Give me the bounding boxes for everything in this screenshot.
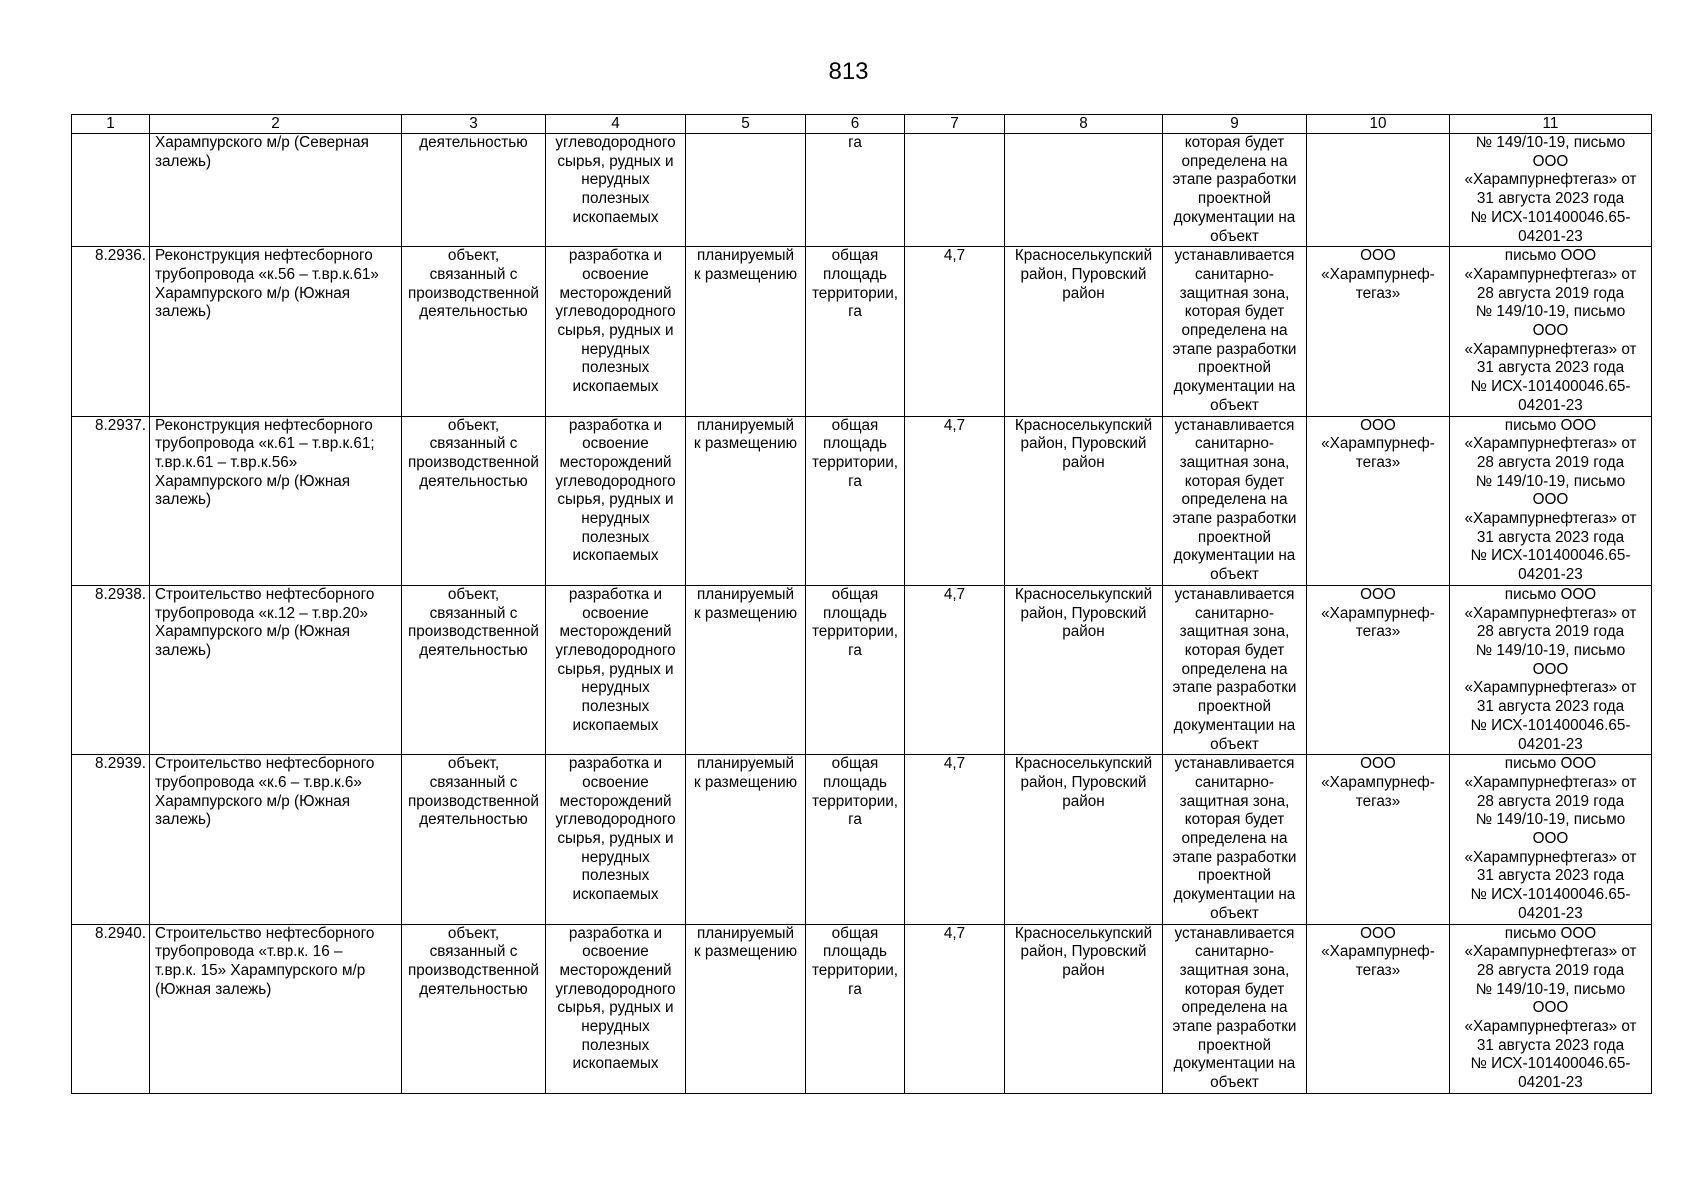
- column-header: 3: [402, 115, 546, 134]
- cell-status: планируемый к размещению: [686, 924, 806, 1093]
- cell-zone: устанавливается санитарно- защитная зона, которая будет определена на этапе разработки проектной документации на объект: [1163, 247, 1307, 416]
- cell-object-type: деятельностью: [402, 134, 546, 247]
- cell-number: 8.2939.: [72, 755, 150, 924]
- cell-object-name: Строительство нефтесборного трубопровода «т.вр.к. 16 – т.вр.к. 15» Харампурского м/р (Южная залежь): [150, 924, 402, 1093]
- cell-status: планируемый к размещению: [686, 755, 806, 924]
- column-header: 6: [806, 115, 905, 134]
- cell-characteristic: общая площадь территории, га: [806, 755, 905, 924]
- cell-purpose: разработка и освоение месторождений углеводородного сырья, рудных и нерудных полезных ископаемых: [546, 247, 686, 416]
- table-row: [72, 585, 1652, 754]
- cell-zone: устанавливается санитарно- защитная зона, которая будет определена на этапе разработки проектной документации на объект: [1163, 416, 1307, 585]
- cell-characteristic: га: [806, 134, 905, 247]
- cell-basis: письмо ООО «Харампурнефтегаз» от 28 августа 2019 года № 149/10-19, письмо ООО «Харампурнефтегаз» от 31 августа 2023 года № ИСХ-101400046.65- 04201-23: [1450, 416, 1652, 585]
- cell-number: 8.2937.: [72, 416, 150, 585]
- cell-object-type: объект, связанный с производственной деятельностью: [402, 585, 546, 754]
- cell-initiator: ООО «Харампурнеф- тегаз»: [1307, 924, 1450, 1093]
- cell-object-type: объект, связанный с производственной деятельностью: [402, 247, 546, 416]
- cell-value: 4,7: [905, 416, 1005, 585]
- column-header: 9: [1163, 115, 1307, 134]
- cell-status: планируемый к размещению: [686, 585, 806, 754]
- cell-location: [1005, 134, 1163, 247]
- cell-status: планируемый к размещению: [686, 247, 806, 416]
- cell-value: 4,7: [905, 924, 1005, 1093]
- table-row: [72, 755, 1652, 924]
- table-row: [72, 924, 1652, 1093]
- cell-basis: № 149/10-19, письмо ООО «Харампурнефтегаз» от 31 августа 2023 года № ИСХ-101400046.65- 04201-23: [1450, 134, 1652, 247]
- cell-number: 8.2940.: [72, 924, 150, 1093]
- cell-object-name: Строительство нефтесборного трубопровода «к.6 – т.вр.к.6» Харампурского м/р (Южная залежь): [150, 755, 402, 924]
- column-header: 10: [1307, 115, 1450, 134]
- cell-zone: устанавливается санитарно- защитная зона, которая будет определена на этапе разработки проектной документации на объект: [1163, 755, 1307, 924]
- cell-basis: письмо ООО «Харампурнефтегаз» от 28 августа 2019 года № 149/10-19, письмо ООО «Харампурнефтегаз» от 31 августа 2023 года № ИСХ-101400046.65- 04201-23: [1450, 924, 1652, 1093]
- cell-purpose: углеводородного сырья, рудных и нерудных полезных ископаемых: [546, 134, 686, 247]
- cell-value: 4,7: [905, 585, 1005, 754]
- column-header: 11: [1450, 115, 1652, 134]
- column-header: 8: [1005, 115, 1163, 134]
- cell-initiator: ООО «Харампурнеф- тегаз»: [1307, 416, 1450, 585]
- cell-purpose: разработка и освоение месторождений углеводородного сырья, рудных и нерудных полезных ископаемых: [546, 755, 686, 924]
- cell-characteristic: общая площадь территории, га: [806, 585, 905, 754]
- cell-zone: которая будет определена на этапе разработки проектной документации на объект: [1163, 134, 1307, 247]
- cell-object-name: Харампурского м/р (Северная залежь): [150, 134, 402, 247]
- header-row: [72, 115, 1652, 134]
- column-header: 2: [150, 115, 402, 134]
- cell-number: 8.2938.: [72, 585, 150, 754]
- column-header: 4: [546, 115, 686, 134]
- cell-object-type: объект, связанный с производственной деятельностью: [402, 416, 546, 585]
- cell-location: Красноселькупский район, Пуровский район: [1005, 416, 1163, 585]
- cell-initiator: [1307, 134, 1450, 247]
- cell-characteristic: общая площадь территории, га: [806, 924, 905, 1093]
- cell-basis: письмо ООО «Харампурнефтегаз» от 28 августа 2019 года № 149/10-19, письмо ООО «Харампурнефтегаз» от 31 августа 2023 года № ИСХ-101400046.65- 04201-23: [1450, 247, 1652, 416]
- registry-table: [71, 114, 1652, 1094]
- cell-object-type: объект, связанный с производственной деятельностью: [402, 924, 546, 1093]
- cell-value: 4,7: [905, 247, 1005, 416]
- cell-status: [686, 134, 806, 247]
- cell-location: Красноселькупский район, Пуровский район: [1005, 924, 1163, 1093]
- column-header: 5: [686, 115, 806, 134]
- cell-number: [72, 134, 150, 247]
- cell-object-name: Реконструкция нефтесборного трубопровода «к.61 – т.вр.к.61; т.вр.к.61 – т.вр.к.56» Харампурского м/р (Южная залежь): [150, 416, 402, 585]
- cell-value: 4,7: [905, 755, 1005, 924]
- cell-characteristic: общая площадь территории, га: [806, 247, 905, 416]
- cell-location: Красноселькупский район, Пуровский район: [1005, 247, 1163, 416]
- cell-initiator: ООО «Харампурнеф- тегаз»: [1307, 247, 1450, 416]
- cell-zone: устанавливается санитарно- защитная зона, которая будет определена на этапе разработки проектной документации на объект: [1163, 924, 1307, 1093]
- cell-status: планируемый к размещению: [686, 416, 806, 585]
- cell-object-name: Строительство нефтесборного трубопровода «к.12 – т.вр.20» Харампурского м/р (Южная залежь): [150, 585, 402, 754]
- table-row: [72, 416, 1652, 585]
- cell-object-type: объект, связанный с производственной деятельностью: [402, 755, 546, 924]
- table-row: [72, 247, 1652, 416]
- cell-basis: письмо ООО «Харампурнефтегаз» от 28 августа 2019 года № 149/10-19, письмо ООО «Харампурнефтегаз» от 31 августа 2023 года № ИСХ-101400046.65- 04201-23: [1450, 755, 1652, 924]
- cell-number: 8.2936.: [72, 247, 150, 416]
- table-row-continuation: [72, 134, 1652, 247]
- cell-location: Красноселькупский район, Пуровский район: [1005, 585, 1163, 754]
- cell-value: [905, 134, 1005, 247]
- page-number: 813: [828, 58, 869, 85]
- column-header: 7: [905, 115, 1005, 134]
- cell-object-name: Реконструкция нефтесборного трубопровода «к.56 – т.вр.к.61» Харампурского м/р (Южная залежь): [150, 247, 402, 416]
- cell-characteristic: общая площадь территории, га: [806, 416, 905, 585]
- cell-initiator: ООО «Харампурнеф- тегаз»: [1307, 755, 1450, 924]
- cell-purpose: разработка и освоение месторождений углеводородного сырья, рудных и нерудных полезных ископаемых: [546, 416, 686, 585]
- cell-zone: устанавливается санитарно- защитная зона, которая будет определена на этапе разработки проектной документации на объект: [1163, 585, 1307, 754]
- cell-location: Красноселькупский район, Пуровский район: [1005, 755, 1163, 924]
- column-header: 1: [72, 115, 150, 134]
- cell-initiator: ООО «Харампурнеф- тегаз»: [1307, 585, 1450, 754]
- cell-purpose: разработка и освоение месторождений углеводородного сырья, рудных и нерудных полезных ископаемых: [546, 585, 686, 754]
- cell-basis: письмо ООО «Харампурнефтегаз» от 28 августа 2019 года № 149/10-19, письмо ООО «Харампурнефтегаз» от 31 августа 2023 года № ИСХ-101400046.65- 04201-23: [1450, 585, 1652, 754]
- cell-purpose: разработка и освоение месторождений углеводородного сырья, рудных и нерудных полезных ископаемых: [546, 924, 686, 1093]
